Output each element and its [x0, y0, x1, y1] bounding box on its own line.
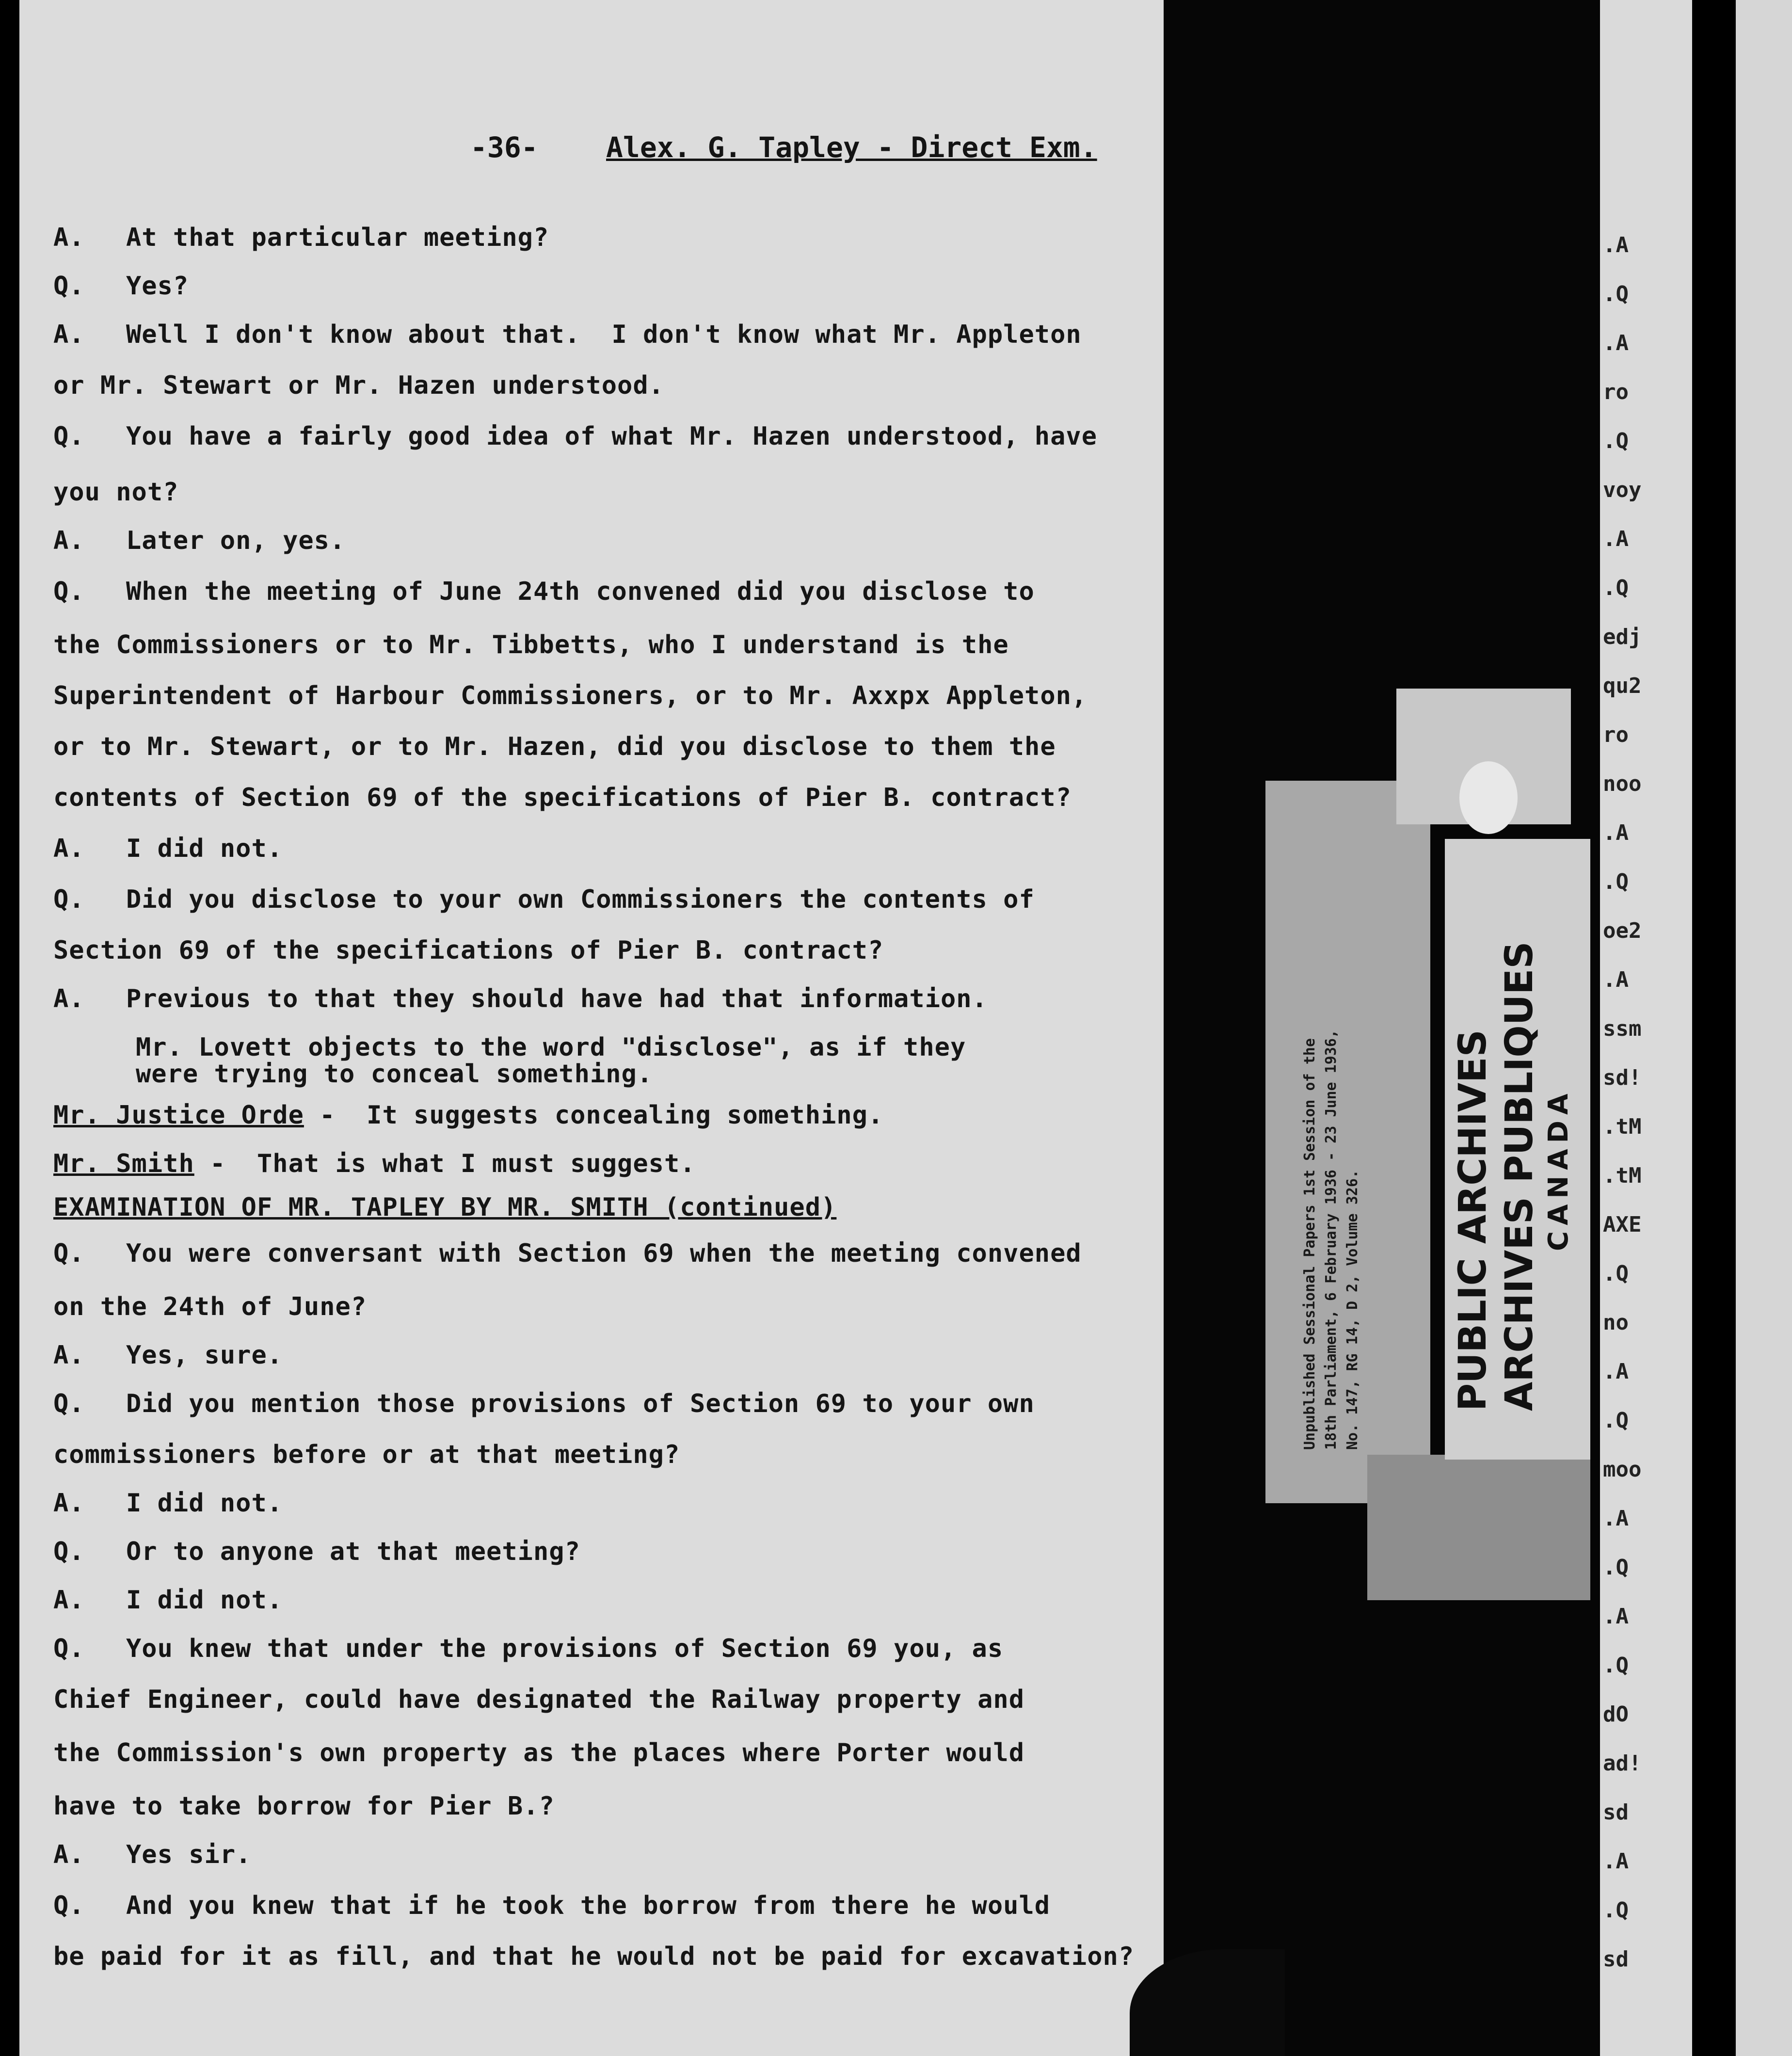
- speaker-marker: Q.: [53, 422, 85, 451]
- transcript-line: [53, 1239, 1082, 1268]
- transcript-line: [53, 1341, 283, 1370]
- transcript-line: [53, 1792, 555, 1821]
- transcript-text: the Commissioners or to Mr. Tibbetts, who I understand is the: [53, 630, 1009, 659]
- adjacent-page-fragment: .A: [1603, 967, 1629, 992]
- transcript-line: [53, 1537, 580, 1566]
- page-number: -36-: [470, 131, 538, 164]
- transcript-text: Yes?: [126, 272, 189, 301]
- transcript-line: [53, 577, 1035, 606]
- adjacent-page-fragment: .tM: [1603, 1114, 1642, 1139]
- archive-stamp-public: PUBLIC: [1451, 1258, 1495, 1411]
- speaker-marker: A.: [53, 834, 85, 863]
- transcript-text: Did you disclose to your own Commissioners the contents of: [126, 885, 1035, 914]
- transcript-text: Section 69 of the specifications of Pier B. contract?: [53, 936, 884, 965]
- archive-stamp-canada: CANADA: [1543, 1088, 1574, 1251]
- adjacent-page-fragment: moo: [1603, 1457, 1642, 1482]
- transcript-text: Or to anyone at that meeting?: [126, 1537, 580, 1566]
- adjacent-page-fragment: .Q: [1603, 1261, 1629, 1286]
- transcript-line: [53, 1685, 1024, 1714]
- speaker-marker: Q.: [53, 1537, 85, 1566]
- adjacent-page-fragment: .Q: [1603, 1408, 1629, 1433]
- transcript-line: [53, 783, 1072, 812]
- speaker-marker: A.: [53, 223, 85, 252]
- transcript-text: or Mr. Stewart or Mr. Hazen understood.: [53, 371, 664, 400]
- speaker-marker: A.: [53, 1489, 85, 1518]
- speaker-marker: Q.: [53, 577, 85, 606]
- far-page-edge: [1736, 0, 1792, 2056]
- transcript-line: [53, 936, 883, 965]
- adjacent-page-fragment: .A: [1603, 820, 1629, 845]
- transcript-line: [53, 1634, 1003, 1663]
- adjacent-page-fragment: oe2: [1603, 918, 1642, 943]
- archive-note-line-3: No. 147, RG 14, D 2, Volume 326.: [1344, 1170, 1361, 1450]
- transcript-line: [53, 885, 1035, 914]
- transcript-text: When the meeting of June 24th convened did you disclose to: [126, 577, 1035, 606]
- speaker-marker: A.: [53, 1840, 85, 1869]
- transcript-text: - That is what I must suggest.: [194, 1149, 696, 1178]
- transcript-text: You knew that under the provisions of Section 69 you, as: [126, 1634, 1004, 1663]
- adjacent-page-fragment: .Q: [1603, 576, 1629, 600]
- speaker-marker: Q.: [53, 272, 85, 301]
- transcript-line: [136, 1060, 653, 1089]
- adjacent-page-fragment: edj: [1603, 625, 1642, 649]
- transcript-text: At that particular meeting?: [126, 223, 549, 252]
- transcript-line: [53, 1586, 283, 1615]
- transcript-text: Yes sir.: [126, 1840, 252, 1869]
- transcript-text: - It suggests concealing something.: [304, 1101, 884, 1130]
- speaker-marker: Q.: [53, 1634, 85, 1663]
- speaker-marker: A.: [53, 320, 85, 349]
- adjacent-page-fragment: sd: [1603, 1800, 1629, 1825]
- transcript-text: Chief Engineer, could have designated the Railway property and: [53, 1685, 1025, 1714]
- speaker-marker: Q.: [53, 1239, 85, 1268]
- transcript-text: I did not.: [126, 1489, 283, 1518]
- staple-icon: [1459, 761, 1518, 834]
- adjacent-page-fragment: .Q: [1603, 429, 1629, 453]
- archive-stamp-archives-fr: ARCHIVES: [1498, 1197, 1541, 1411]
- adjacent-page-fragment: .A: [1603, 331, 1629, 355]
- adjacent-page-fragment: .A: [1603, 233, 1629, 257]
- transcript-text: And you knew that if he took the borrow from there he would: [126, 1891, 1051, 1920]
- speaker-marker: A.: [53, 526, 85, 555]
- transcript-line: [53, 1489, 283, 1518]
- archive-note-line-2: 18th Parliament, 6 February 1936 - 23 June 1936,: [1323, 1029, 1340, 1450]
- adjacent-page-fragment: .A: [1603, 1849, 1629, 1874]
- transcript-line: [53, 320, 1082, 349]
- transcript-text: Mr. Lovett objects to the word "disclose", as if they: [136, 1033, 966, 1062]
- transcript-text: contents of Section 69 of the specifications of Pier B. contract?: [53, 783, 1072, 812]
- adjacent-page-fragment: sd!: [1603, 1065, 1642, 1090]
- transcript-text: Yes, sure.: [126, 1341, 283, 1370]
- page-header: [19, 131, 1164, 175]
- transcript-line: [53, 1193, 836, 1222]
- transcript-text: You were conversant with Section 69 when the meeting convened: [126, 1239, 1082, 1268]
- adjacent-page-fragment: ro: [1603, 380, 1629, 404]
- transcript-text: Did you mention those provisions of Section 69 to your own: [126, 1389, 1035, 1418]
- archive-tag-back: [1265, 781, 1430, 1503]
- transcript-line: [53, 422, 1097, 451]
- adjacent-page-fragment: ad!: [1603, 1751, 1642, 1776]
- transcript-text: You have a fairly good idea of what Mr. Hazen understood, have: [126, 422, 1098, 451]
- speaker-marker: Q.: [53, 885, 85, 914]
- speaker-marker: Q.: [53, 1891, 85, 1920]
- transcript-line: [53, 478, 178, 507]
- speaker-marker: A.: [53, 1586, 85, 1615]
- transcript-text: were trying to conceal something.: [136, 1060, 653, 1089]
- adjacent-page-fragment: .A: [1603, 1359, 1629, 1384]
- transcript-text: Previous to that they should have had that information.: [126, 984, 988, 1013]
- transcript-text: EXAMINATION OF MR. TAPLEY BY MR. SMITH (continued): [53, 1193, 837, 1222]
- transcript-line: [53, 834, 283, 863]
- archive-stamp-publiques: PUBLIQUES: [1498, 941, 1541, 1183]
- speaker-marker: A.: [53, 1341, 85, 1370]
- transcript-line: [53, 630, 1009, 659]
- adjacent-page-fragment: .Q: [1603, 1555, 1629, 1580]
- transcript-text: I did not.: [126, 834, 283, 863]
- adjacent-page-fragment: qu2: [1603, 674, 1642, 698]
- transcript-line: [53, 1891, 1050, 1920]
- archive-stamp: [1450, 853, 1574, 1411]
- transcript-text: have to take borrow for Pier B.?: [53, 1792, 555, 1821]
- transcript-line: [53, 223, 549, 252]
- document-page: [19, 0, 1164, 2056]
- speaker-name: Mr. Justice Orde: [53, 1101, 304, 1130]
- transcript-line: [53, 1292, 367, 1321]
- speaker-marker: Q.: [53, 1389, 85, 1418]
- archive-note-line-1: Unpublished Sessional Papers 1st Session of the: [1301, 1038, 1318, 1450]
- transcript-text: Superintendent of Harbour Commissioners, or to Mr. Axxpx Appleton,: [53, 681, 1088, 710]
- adjacent-page-fragment: voy: [1603, 478, 1642, 502]
- running-title: Alex. G. Tapley - Direct Exm.: [606, 131, 1097, 164]
- transcript-line: [53, 1440, 680, 1469]
- transcript-line: [53, 1942, 1134, 1971]
- adjacent-page-fragment: no: [1603, 1310, 1629, 1335]
- transcript-text: Later on, yes.: [126, 526, 346, 555]
- speaker-name: Mr. Smith: [53, 1149, 194, 1178]
- adjacent-page-fragment: .A: [1603, 1506, 1629, 1531]
- scan-background-right: [1692, 0, 1736, 2056]
- transcript-line: [53, 732, 1056, 761]
- transcript-text: I did not.: [126, 1586, 283, 1615]
- archive-tag-front: [1445, 839, 1590, 1460]
- adjacent-page-fragment: ssm: [1603, 1016, 1642, 1041]
- adjacent-page-fragment: ro: [1603, 723, 1629, 747]
- transcript-text: you not?: [53, 478, 179, 507]
- adjacent-page-fragment: dO: [1603, 1702, 1629, 1727]
- adjacent-page-edge: [1600, 0, 1692, 2056]
- transcript-line: [53, 1101, 883, 1130]
- adjacent-page-fragment: noo: [1603, 771, 1642, 796]
- transcript-text: on the 24th of June?: [53, 1292, 367, 1321]
- transcript-text: Well I don't know about that. I don't know what Mr. Appleton: [126, 320, 1082, 349]
- adjacent-page-fragment: AXE: [1603, 1212, 1642, 1237]
- adjacent-page-fragment: .Q: [1603, 1653, 1629, 1678]
- transcript-line: [53, 272, 189, 301]
- transcript-line: [53, 984, 988, 1013]
- transcript-line: [53, 681, 1087, 710]
- adjacent-page-fragment: .tM: [1603, 1163, 1642, 1188]
- archive-tag-stub: [1367, 1455, 1590, 1600]
- transcript-line: [53, 371, 664, 400]
- archive-tag-note: [1299, 819, 1363, 1450]
- transcript-line: [53, 526, 345, 555]
- transcript-line: [53, 1738, 1024, 1767]
- transcript-line: [53, 1389, 1035, 1418]
- transcript-text: commissioners before or at that meeting?: [53, 1440, 680, 1469]
- transcript-text: or to Mr. Stewart, or to Mr. Hazen, did you disclose to them the: [53, 732, 1056, 761]
- adjacent-page-fragment: .A: [1603, 527, 1629, 551]
- adjacent-page-fragment: .Q: [1603, 282, 1629, 306]
- transcript-line: [53, 1840, 251, 1869]
- transcript-text: the Commission's own property as the places where Porter would: [53, 1738, 1025, 1767]
- transcript-text: be paid for it as fill, and that he would not be paid for excavation?: [53, 1942, 1135, 1971]
- speaker-marker: A.: [53, 984, 85, 1013]
- adjacent-page-fragment: sd: [1603, 1947, 1629, 1972]
- adjacent-page-fragment: .Q: [1603, 869, 1629, 894]
- adjacent-page-fragment: .A: [1603, 1604, 1629, 1629]
- transcript-line: [53, 1149, 696, 1178]
- adjacent-page-fragment: .Q: [1603, 1898, 1629, 1923]
- archive-stamp-archives-en: ARCHIVES: [1451, 1029, 1495, 1244]
- transcript-line: [136, 1033, 966, 1062]
